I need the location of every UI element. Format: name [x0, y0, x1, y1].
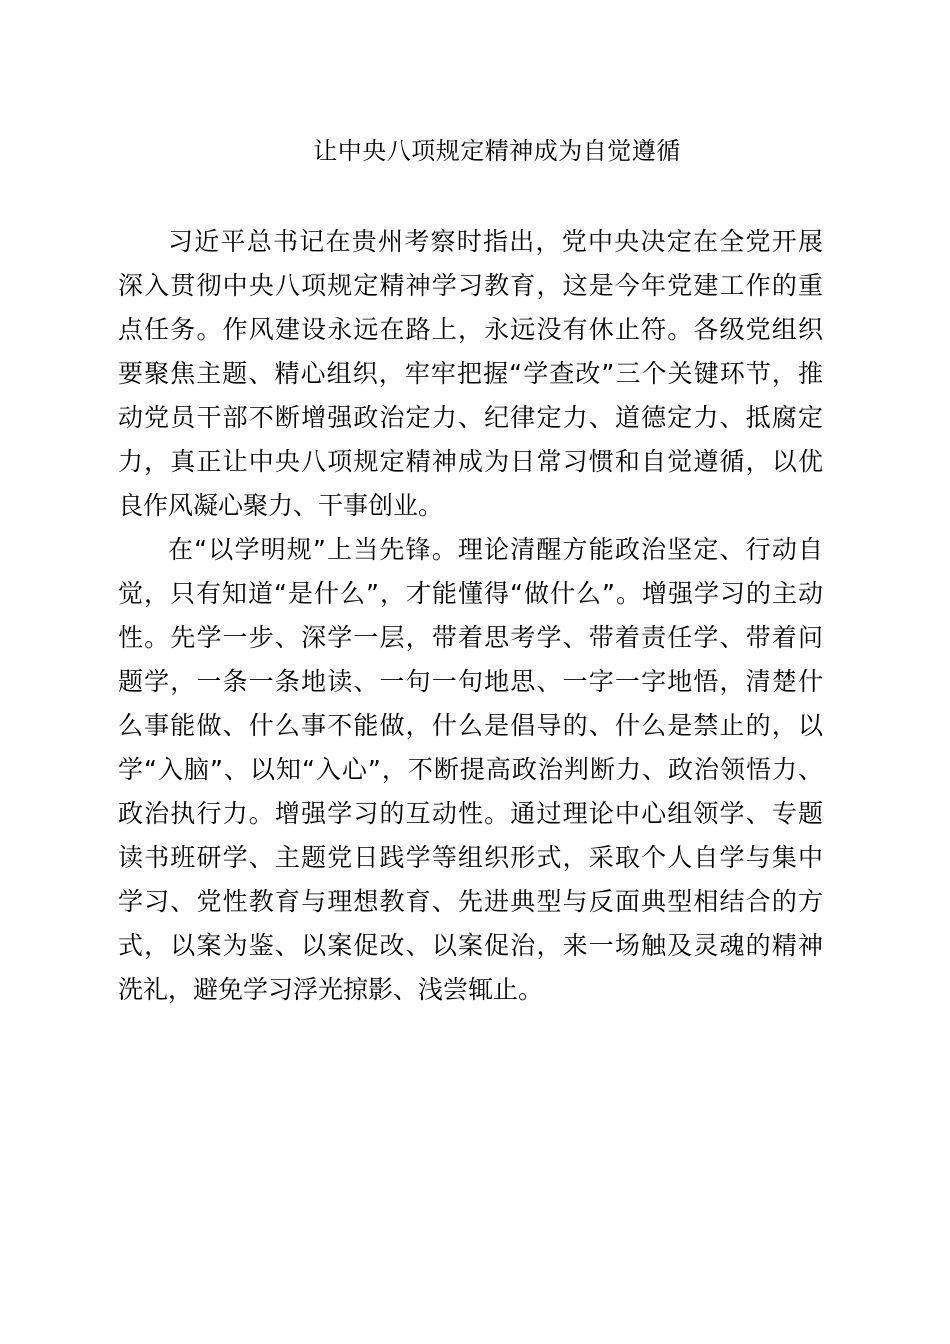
paragraph-1-line-2: 深入贯彻中央八项规定精神学习教育，这是今年党建工作的重 [118, 271, 823, 300]
document-title: 让中央八项规定精神成为自觉遵循 [313, 137, 681, 165]
paragraph-2-line-7: 政治执行力。增强学习的互动性。通过理论中心组领学、专题 [118, 799, 823, 828]
paragraph-2-line-6: 学“入脑”、以知“入心”，不断提高政治判断力、政治领悟力、 [118, 755, 823, 784]
paragraph-2-line-11: 洗礼，避免学习浮光掠影、浅尝辄止。 [118, 975, 544, 1004]
paragraph-2-line-2: 觉，只有知道“是什么”，才能懂得“做什么”。增强学习的主动 [118, 579, 823, 608]
paragraph-2-line-1: 在“以学明规”上当先锋。理论清醒方能政治坚定、行动自 [168, 535, 823, 564]
paragraph-1-line-5: 动党员干部不断增强政治定力、纪律定力、道德定力、抵腐定 [118, 403, 823, 432]
paragraph-2-line-4: 题学，一条一条地读、一句一句地思、一字一字地悟，清楚什 [118, 667, 823, 696]
paragraph-1-line-6: 力，真正让中央八项规定精神成为日常习惯和自觉遵循，以优 [118, 447, 823, 476]
paragraph-1-line-3: 点任务。作风建设永远在路上，永远没有休止符。各级党组织 [118, 315, 823, 344]
paragraph-1-line-4: 要聚焦主题、精心组织，牢牢把握“学查改”三个关键环节，推 [118, 359, 823, 388]
paragraph-1-line-7: 良作风凝心聚力、干事创业。 [118, 491, 444, 520]
paragraph-2-line-8: 读书班研学、主题党日践学等组织形式，采取个人自学与集中 [118, 843, 823, 872]
paragraph-2-line-10: 式，以案为鉴、以案促改、以案促治，来一场触及灵魂的精神 [118, 931, 823, 960]
paragraph-2-line-5: 么事能做、什么事不能做，什么是倡导的、什么是禁止的，以 [118, 711, 823, 740]
paragraph-1-line-1: 习近平总书记在贵州考察时指出，党中央决定在全党开展 [168, 227, 823, 256]
paragraph-2-line-3: 性。先学一步、深学一层，带着思考学、带着责任学、带着问 [118, 623, 823, 652]
paragraph-2-line-9: 学习、党性教育与理想教育、先进典型与反面典型相结合的方 [118, 887, 823, 916]
